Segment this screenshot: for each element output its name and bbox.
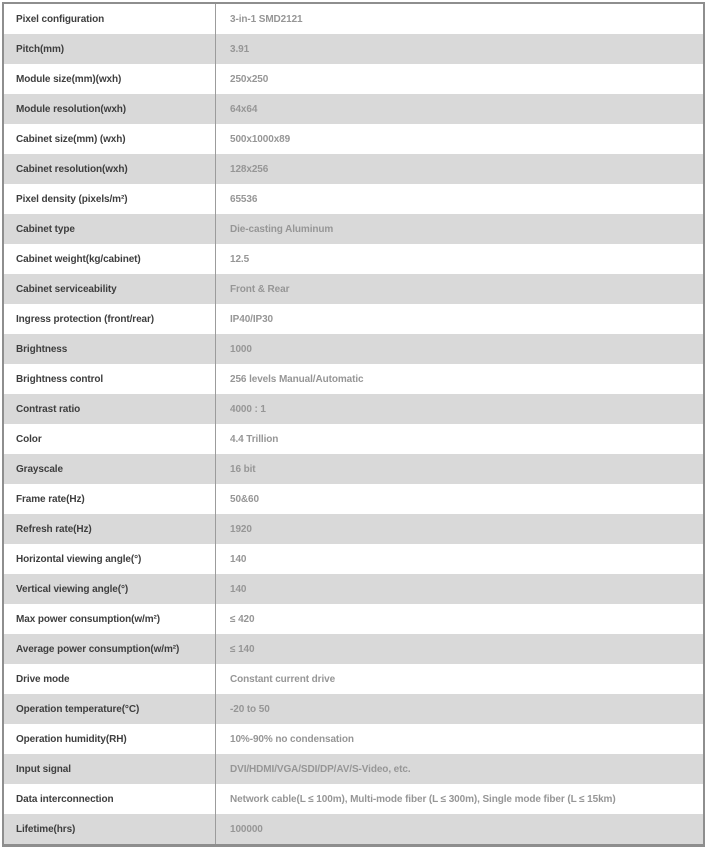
table-row (4, 514, 703, 544)
spec-label: Ingress protection (front/rear) (4, 304, 216, 334)
spec-label: Horizontal viewing angle(°) (4, 544, 216, 574)
spec-label: Data interconnection (4, 784, 216, 814)
table-row (4, 604, 703, 634)
spec-value: 16 bit (230, 463, 256, 475)
spec-value: 10%-90% no condensation (230, 733, 354, 745)
table-row (4, 484, 703, 514)
table-row (4, 694, 703, 724)
table-row (4, 4, 703, 34)
spec-label: Operation temperature(°C) (4, 694, 216, 724)
spec-value: Constant current drive (230, 673, 336, 685)
spec-label: Contrast ratio (4, 394, 216, 424)
spec-label: Brightness (4, 334, 216, 364)
spec-value: 500x1000x89 (230, 133, 291, 145)
table-row (4, 244, 703, 274)
spec-value: 50&60 (230, 493, 259, 505)
table-row (4, 304, 703, 334)
spec-label: Drive mode (4, 664, 216, 694)
spec-label: Vertical viewing angle(°) (4, 574, 216, 604)
spec-label: Pixel configuration (4, 4, 216, 34)
table-row (4, 124, 703, 154)
spec-value: Die-casting Aluminum (230, 223, 334, 235)
spec-label: Cabinet resolution(wxh) (4, 154, 216, 184)
spec-value: 128x256 (230, 163, 269, 175)
spec-label: Color (4, 424, 216, 454)
spec-label: Module size(mm)(wxh) (4, 64, 216, 94)
spec-value: 3.91 (230, 43, 250, 55)
table-row (4, 784, 703, 814)
spec-value: IP40/IP30 (230, 313, 274, 325)
spec-value: ≤ 420 (230, 613, 255, 625)
table-row (4, 34, 703, 64)
spec-value: 256 levels Manual/Automatic (230, 373, 364, 385)
table-row (4, 574, 703, 604)
spec-label: Cabinet weight(kg/cabinet) (4, 244, 216, 274)
table-row (4, 394, 703, 424)
spec-label: Module resolution(wxh) (4, 94, 216, 124)
spec-label: Cabinet serviceability (4, 274, 216, 304)
table-row (4, 184, 703, 214)
spec-value: 140 (230, 553, 247, 565)
spec-label: Pitch(mm) (4, 34, 216, 64)
spec-value: 250x250 (230, 73, 269, 85)
spec-value: -20 to 50 (230, 703, 270, 715)
table-row (4, 64, 703, 94)
spec-value: 100000 (230, 823, 263, 835)
table-row (4, 724, 703, 754)
spec-label: Cabinet type (4, 214, 216, 244)
spec-value: 65536 (230, 193, 258, 205)
spec-value: 4000 : 1 (230, 403, 266, 415)
spec-label: Brightness control (4, 364, 216, 394)
spec-label: Refresh rate(Hz) (4, 514, 216, 544)
spec-value: DVI/HDMI/VGA/SDI/DP/AV/S-Video, etc. (230, 763, 411, 775)
spec-value: 12.5 (230, 253, 250, 265)
table-row (4, 154, 703, 184)
table-row (4, 664, 703, 694)
table-row (4, 334, 703, 364)
table-row (4, 814, 703, 844)
spec-value: 140 (230, 583, 247, 595)
table-row (4, 94, 703, 124)
spec-label: Frame rate(Hz) (4, 484, 216, 514)
spec-label: Cabinet size(mm) (wxh) (4, 124, 216, 154)
spec-table (2, 2, 705, 847)
table-row (4, 274, 703, 304)
spec-value: ≤ 140 (230, 643, 255, 655)
spec-value: Network cable(L ≤ 100m), Multi-mode fiber (L ≤ 300m), Single mode fiber (L ≤ 15km) (230, 793, 616, 805)
spec-value: 1920 (230, 523, 252, 535)
table-row (4, 634, 703, 664)
spec-value: 64x64 (230, 103, 258, 115)
spec-value: 4.4 Trillion (230, 433, 279, 445)
table-row (4, 424, 703, 454)
spec-value: Front & Rear (230, 283, 290, 295)
spec-label: Operation humidity(RH) (4, 724, 216, 754)
spec-label: Pixel density (pixels/m²) (4, 184, 216, 214)
table-row (4, 364, 703, 394)
spec-label: Max power consumption(w/m²) (4, 604, 216, 634)
spec-value: 1000 (230, 343, 252, 355)
table-row (4, 544, 703, 574)
spec-value: 3-in-1 SMD2121 (230, 13, 303, 25)
spec-label: Grayscale (4, 454, 216, 484)
table-row (4, 754, 703, 784)
table-row (4, 454, 703, 484)
spec-label: Input signal (4, 754, 216, 784)
spec-label: Lifetime(hrs) (4, 814, 216, 844)
spec-label: Average power consumption(w/m²) (4, 634, 216, 664)
table-row (4, 214, 703, 244)
